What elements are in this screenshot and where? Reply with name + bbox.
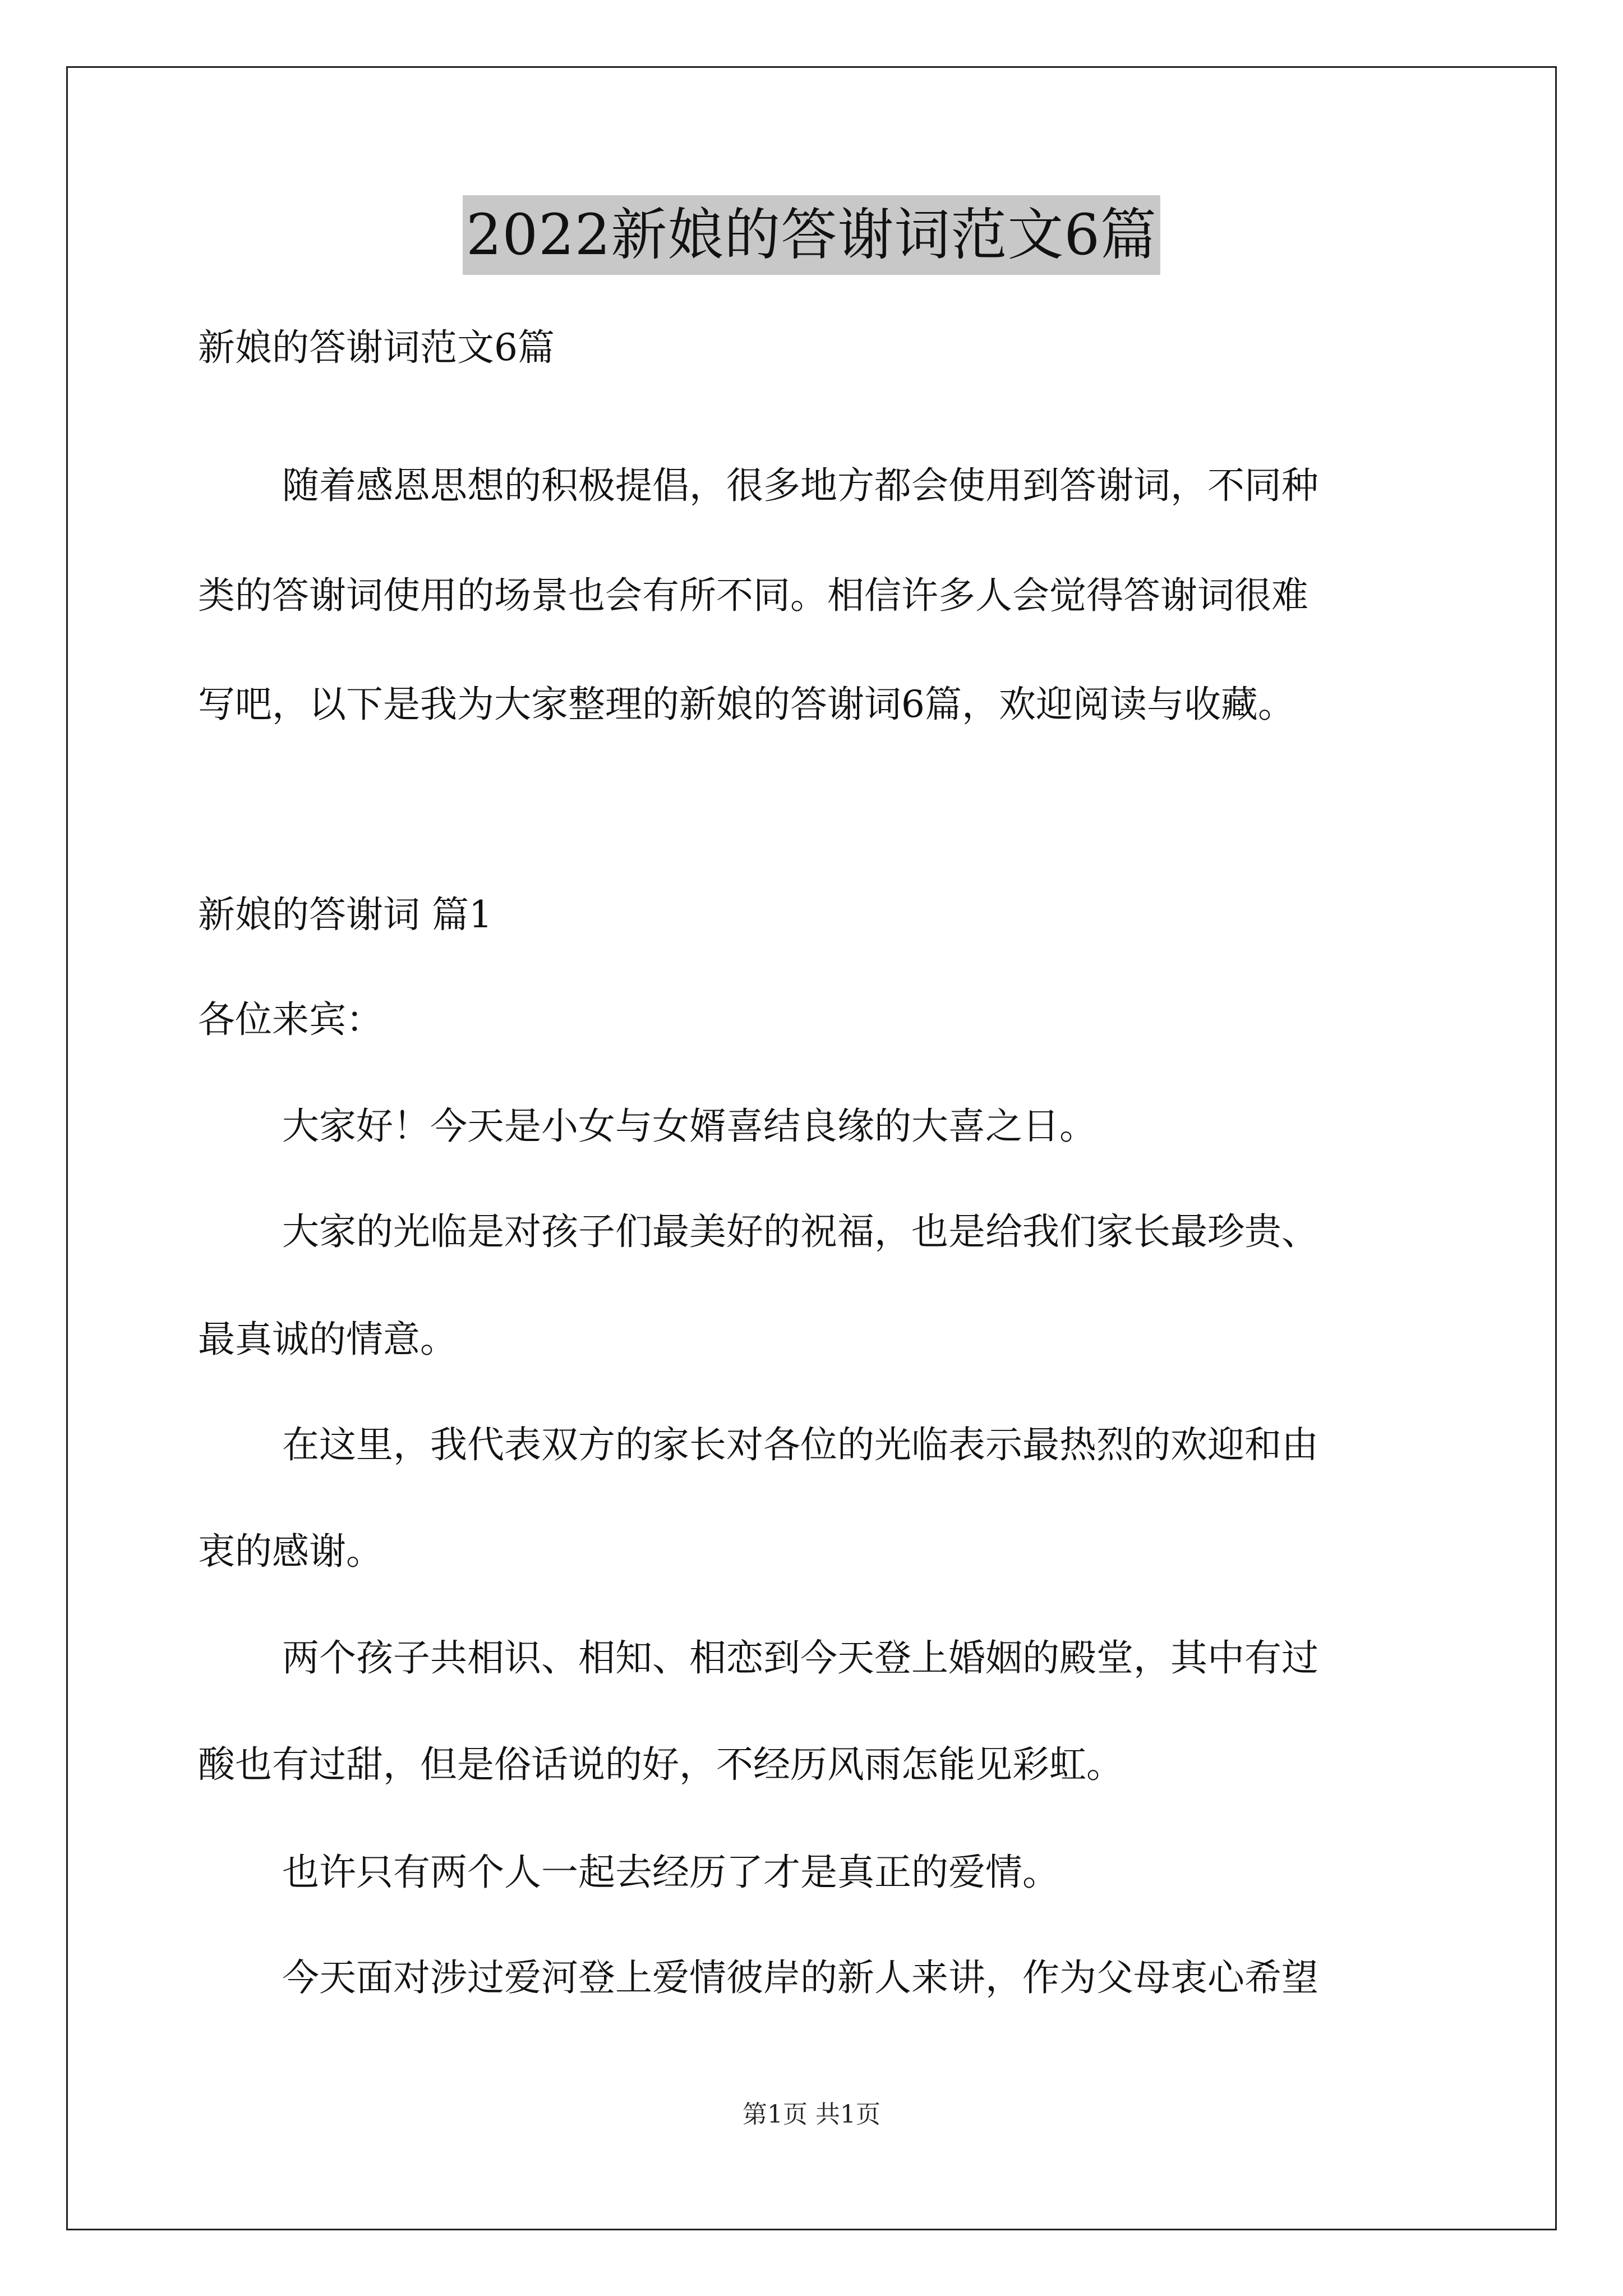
paragraph-line: 写吧，以下是我为大家整理的新娘的答谢词6篇，欢迎阅读与收藏。 — [198, 683, 1295, 726]
document-subtitle: 新娘的答谢词范文6篇 — [198, 326, 555, 369]
paragraph-line: 衷的感谢。 — [198, 1530, 383, 1573]
paragraph-line: 大家好！今天是小女与女婿喜结良缘的大喜之日。 — [282, 1105, 1096, 1148]
section-heading: 新娘的答谢词 篇1 — [198, 893, 492, 936]
paragraph-line: 两个孩子共相识、相知、相恋到今天登上婚姻的殿堂，其中有过 — [282, 1636, 1318, 1680]
paragraph-line: 也许只有两个人一起去经历了才是真正的爱情。 — [282, 1851, 1059, 1894]
paragraph-line: 在这里，我代表双方的家长对各位的光临表示最热烈的欢迎和由 — [282, 1423, 1318, 1466]
paragraph-line: 随着感恩思想的积极提倡，很多地方都会使用到答谢词，不同种 — [282, 464, 1318, 507]
title-container — [0, 195, 1623, 275]
paragraph-line: 今天面对涉过爱河登上爱情彼岸的新人来讲，作为父母衷心希望 — [282, 1956, 1318, 1999]
salutation: 各位来宾： — [198, 998, 383, 1041]
paragraph-line: 大家的光临是对孩子们最美好的祝福，也是给我们家长最珍贵、 — [282, 1210, 1318, 1253]
paragraph-line: 酸也有过甜，但是俗话说的好，不经历风雨怎能见彩虹。 — [198, 1743, 1123, 1786]
paragraph-line: 类的答谢词使用的场景也会有所不同。相信许多人会觉得答谢词很难 — [198, 574, 1308, 617]
document-title: 2022新娘的答谢词范文6篇 — [463, 195, 1160, 275]
paragraph-line: 最真诚的情意。 — [198, 1318, 457, 1361]
page-number: 第1页 共1页 — [743, 2100, 880, 2129]
